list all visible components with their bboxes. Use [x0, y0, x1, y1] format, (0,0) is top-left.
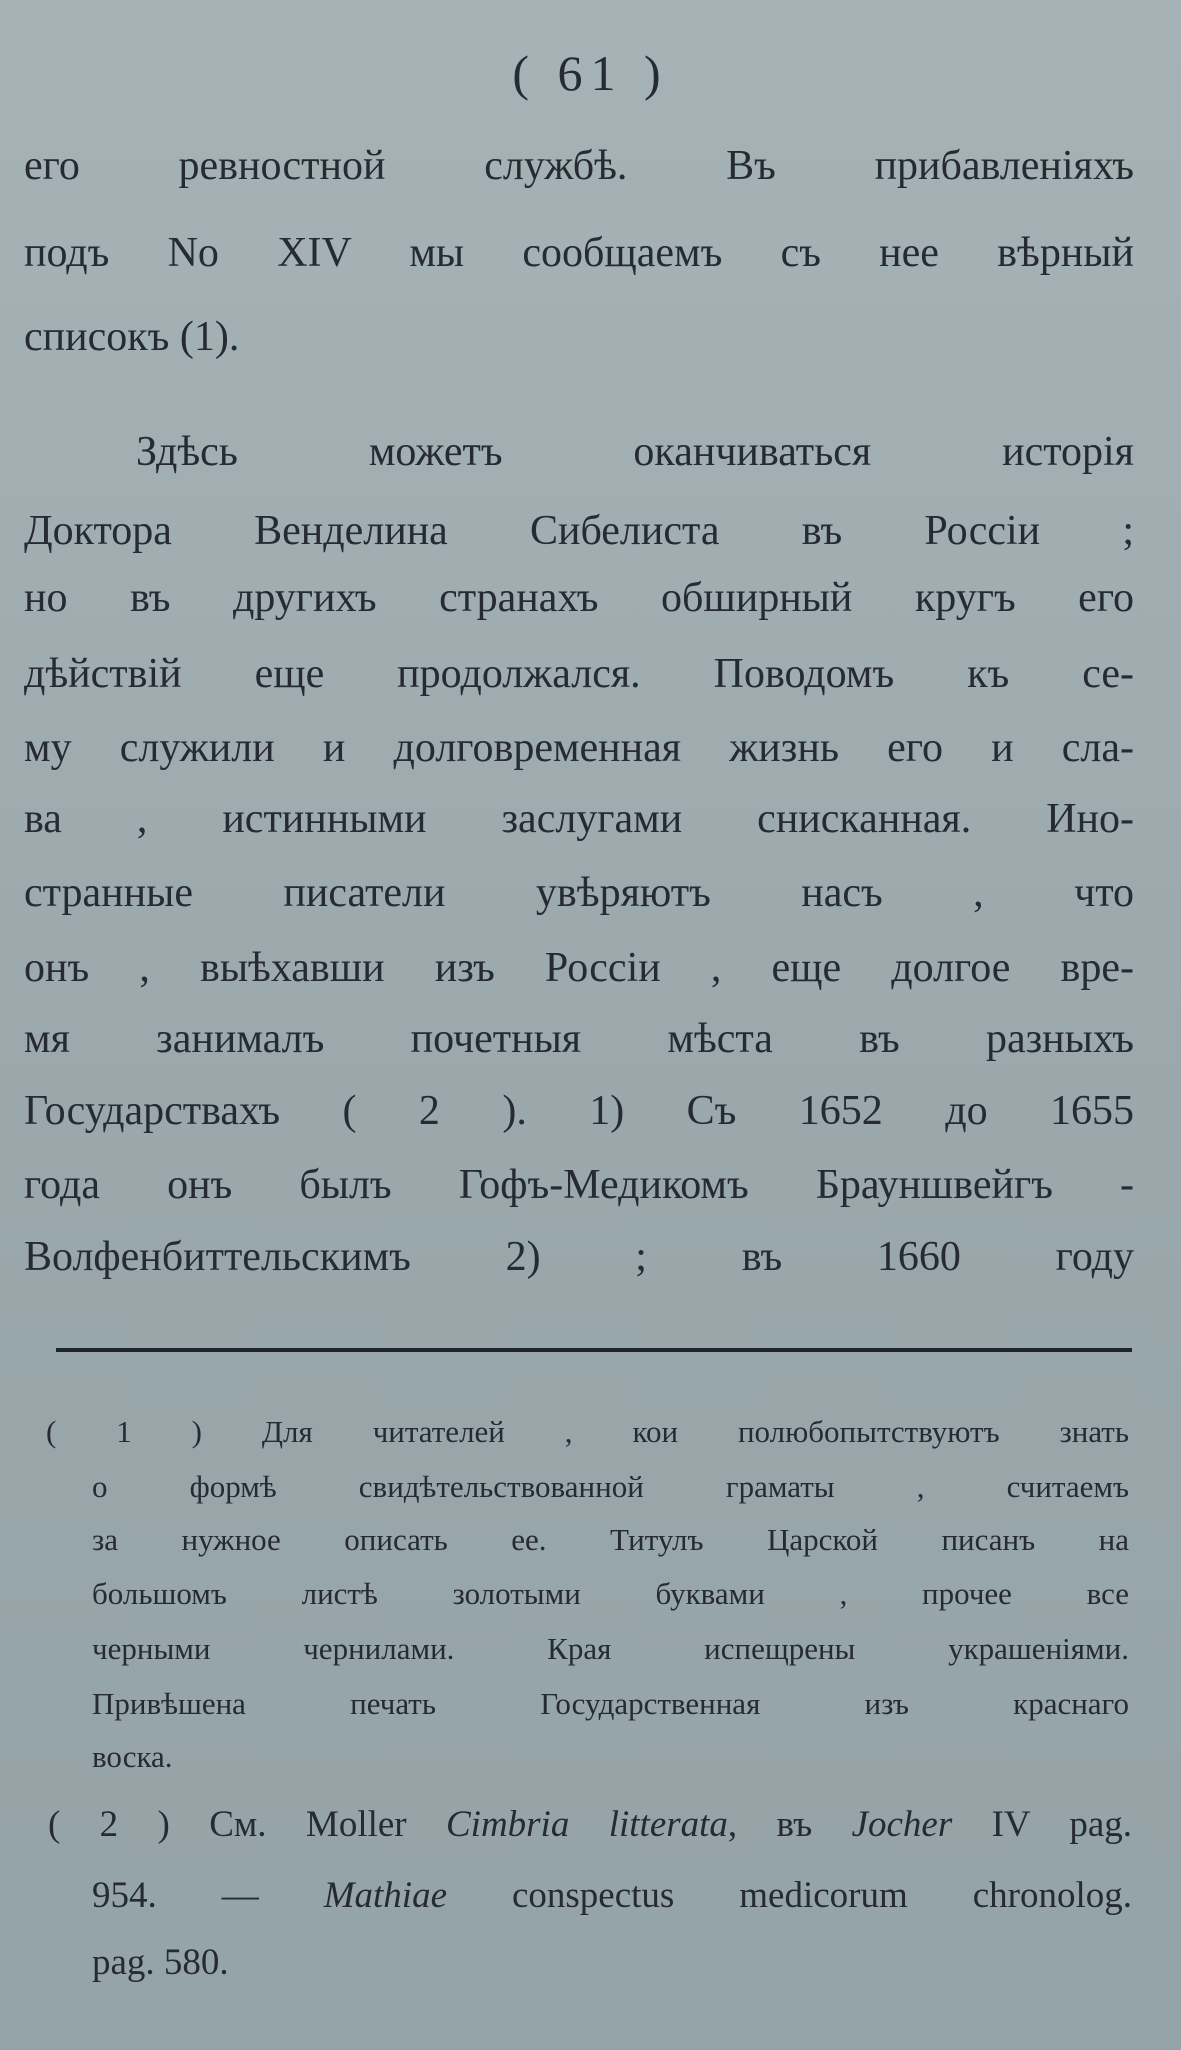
cited-author: Jocher — [851, 1804, 953, 1845]
footnote-text: 954. — — [92, 1875, 324, 1916]
body-line: странные писатели увѣряютъ насъ , что — [24, 870, 1134, 916]
body-line: подъ No XIV мы сообщаемъ съ нее вѣрный — [24, 230, 1134, 276]
footnote-2-line-3: pag. 580. — [92, 1942, 229, 1983]
footnote-line: за нужное описать ее. Титулъ Царской писанъ на — [92, 1522, 1129, 1557]
footnote-line: большомъ листѣ золотыми буквами , прочее все — [92, 1576, 1129, 1611]
footnote-separator-rule — [56, 1348, 1132, 1352]
footnote-line: воска. — [92, 1739, 173, 1774]
footnote-line: о формѣ свидѣтельствованной граматы , считаемъ — [92, 1469, 1129, 1504]
footnote-text: conspectus medicorum chronolog. — [447, 1875, 1133, 1916]
footnote-line: Привѣшена печать Государственная изъ краснаго — [92, 1686, 1129, 1721]
footnote-2-line-2 — [92, 1873, 1132, 1919]
footnote-line: черными чернилами. Края испещрены украшеніями. — [92, 1631, 1129, 1666]
body-line: му служили и долговременная жизнь его и сла- — [24, 725, 1134, 771]
footnote-text: , въ — [727, 1804, 852, 1845]
footnote-text: ( 2 ) См. Moller — [48, 1804, 446, 1845]
body-line: онъ , выѣхавши изъ Россіи , еще долгое вре- — [24, 945, 1134, 991]
body-line: года онъ былъ Гофъ-Медикомъ Брауншвейгъ - — [24, 1162, 1134, 1208]
body-line: Государствахъ ( 2 ). 1) Съ 1652 до 1655 — [24, 1088, 1134, 1134]
footnote-text: IV pag. — [952, 1804, 1133, 1845]
body-line: Доктора Венделина Сибелиста въ Россіи ; — [24, 508, 1134, 554]
body-line: мя занималъ почетныя мѣста въ разныхъ — [24, 1016, 1134, 1062]
cited-author: Mathiae — [323, 1875, 447, 1916]
body-line: списокъ (1). — [24, 314, 240, 360]
paragraph-first-line: Здѣсь можетъ оканчиваться исторія — [136, 429, 1134, 475]
body-line: ва , истинными заслугами снисканная. Ино- — [24, 796, 1134, 842]
body-line: Волфенбиттельскимъ 2) ; въ 1660 году — [24, 1234, 1134, 1280]
body-line: его ревностной службѣ. Въ прибавленіяхъ — [24, 143, 1134, 189]
cited-title: Cimbria litterata — [445, 1804, 728, 1845]
footnote-line: ( 1 ) Для читателей , кои полюбопытствуютъ знать — [46, 1414, 1129, 1449]
body-line: дѣйствій еще продолжался. Поводомъ къ се- — [24, 651, 1134, 697]
page-number: ( 61 ) — [512, 45, 669, 101]
body-line: но въ другихъ странахъ обширный кругъ его — [24, 575, 1134, 621]
footnote-2-line-1 — [48, 1802, 1132, 1848]
